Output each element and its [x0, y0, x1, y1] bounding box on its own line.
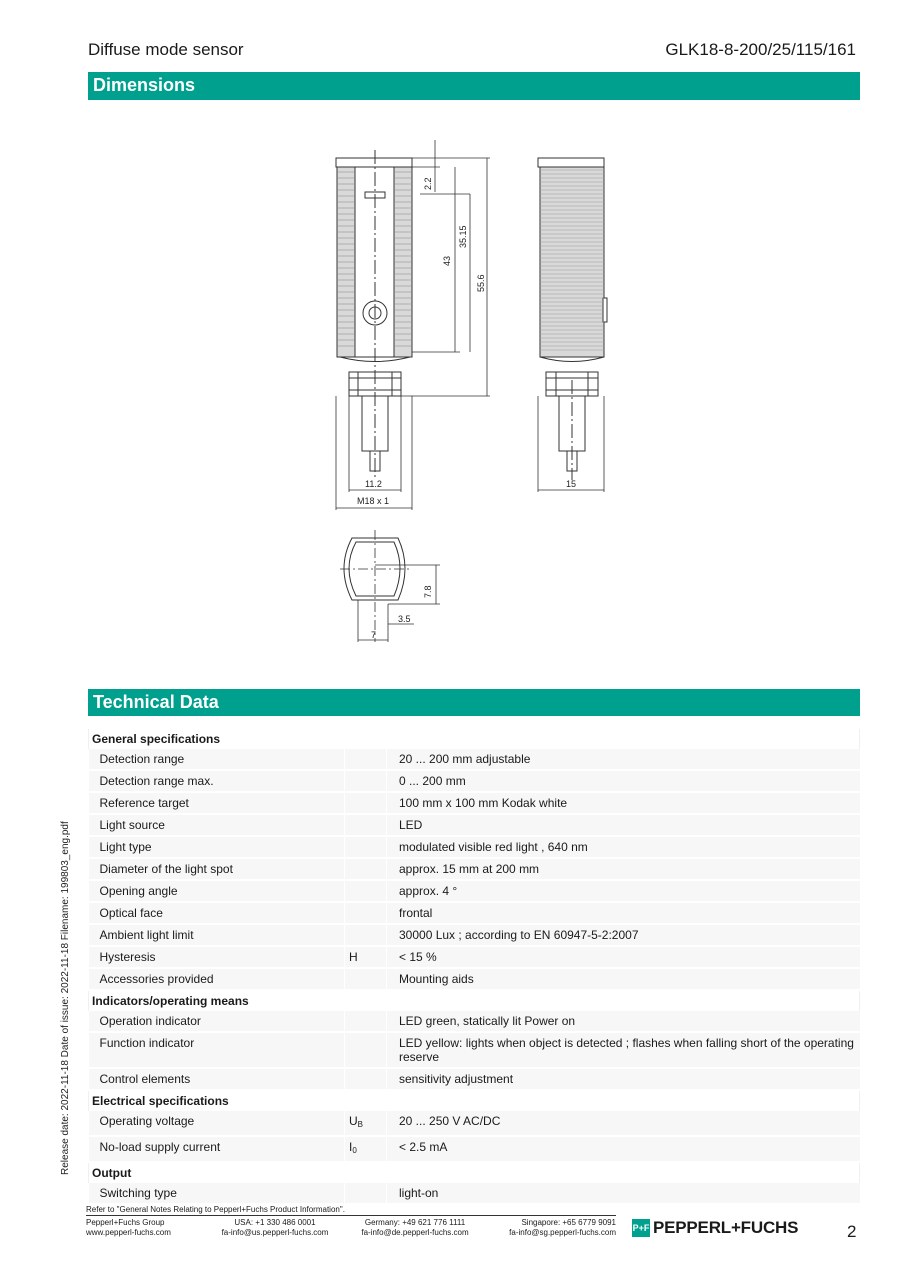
- table-row: Light type modulated visible red light , 640 nm: [89, 836, 860, 858]
- dim-15: 15: [566, 479, 577, 489]
- logo-text: PEPPERL+FUCHS: [653, 1218, 799, 1237]
- footer-email-sg[interactable]: fa-info@sg.pepperl-fuchs.com: [509, 1228, 616, 1237]
- technical-data-table: [88, 729, 860, 1205]
- dim-7: 7: [371, 630, 377, 640]
- table-row: Ambient light limit 30000 Lux ; according to EN 60947-5-2:2007: [89, 924, 860, 946]
- footer-singapore: Singapore: +65 6779 9091 fa-info@sg.pepperl-fuchs.com: [496, 1218, 616, 1238]
- dim-m18: M18 x 1: [357, 496, 390, 506]
- table-row: Control elements sensitivity adjustment: [89, 1068, 860, 1090]
- table-row: Optical face frontal: [89, 902, 860, 924]
- table-row: Reference target 100 mm x 100 mm Kodak white: [89, 792, 860, 814]
- footer-email-de[interactable]: fa-info@de.pepperl-fuchs.com: [361, 1228, 469, 1237]
- section-header-technical-data: Technical Data: [88, 689, 860, 716]
- page-number: 2: [847, 1222, 857, 1241]
- group-electrical: Electrical specifications: [89, 1090, 860, 1111]
- footer-divider: [86, 1215, 616, 1216]
- footer-email-us[interactable]: fa-info@us.pepperl-fuchs.com: [221, 1228, 329, 1237]
- table-row: Diameter of the light spot approx. 15 mm at 200 mm: [89, 858, 860, 880]
- table-row: Switching type light-on: [89, 1183, 860, 1204]
- dim-43: 43: [442, 255, 452, 266]
- table-row: Operation indicator LED green, statically lit Power on: [89, 1011, 860, 1032]
- table-row: Hysteresis H < 15 %: [89, 946, 860, 968]
- group-output: Output: [89, 1162, 860, 1183]
- footer-reference: Refer to "General Notes Relating to Pepperl+Fuchs Product Information".: [86, 1205, 345, 1214]
- table-row: Light source LED: [89, 814, 860, 836]
- table-row: Detection range max. 0 ... 200 mm: [89, 770, 860, 792]
- table-row: Detection range 20 ... 200 mm adjustable: [89, 749, 860, 770]
- product-model: GLK18-8-200/25/115/161: [665, 40, 856, 59]
- release-note: Release date: 2022-11-18 Date of issue: 2022-11-18 Filename: 199803_eng.pdf: [60, 821, 71, 1175]
- dim-55-6: 55.6: [476, 274, 486, 292]
- dim-2-2: 2.2: [423, 177, 433, 190]
- table-row: Operating voltage $U_B$ 20 ... 250 V AC/DC: [89, 1111, 860, 1136]
- table-row: Accessories provided Mounting aids: [89, 968, 860, 990]
- document-title: Diffuse mode sensor: [88, 40, 244, 59]
- footer-usa: USA: +1 330 486 0001 fa-info@us.pepperl-fuchs.com: [215, 1218, 335, 1238]
- table-row: Function indicator LED yellow: lights when object is detected ; flashes when falling short of the operating reserve: [89, 1032, 860, 1068]
- dim-3-5: 3.5: [398, 614, 411, 624]
- brand-logo: [632, 1218, 798, 1238]
- dim-11-2: 11.2: [365, 479, 382, 489]
- dim-35-15: 35.15: [458, 225, 468, 248]
- group-general: General specifications: [89, 729, 860, 749]
- dim-7-8: 7.8: [423, 585, 433, 598]
- footer-link[interactable]: www.pepperl-fuchs.com: [86, 1228, 171, 1237]
- footer-germany: Germany: +49 621 776 1111 fa-info@de.pepperl-fuchs.com: [355, 1218, 475, 1238]
- table-row: Opening angle approx. 4 °: [89, 880, 860, 902]
- logo-icon: P+F: [632, 1219, 650, 1237]
- footer-group: Pepperl+Fuchs Group www.pepperl-fuchs.com: [86, 1218, 171, 1237]
- table-row: No-load supply current $I_0$ < 2.5 mA: [89, 1136, 860, 1162]
- section-header-dimensions: Dimensions: [88, 72, 860, 100]
- group-indicators: Indicators/operating means: [89, 990, 860, 1011]
